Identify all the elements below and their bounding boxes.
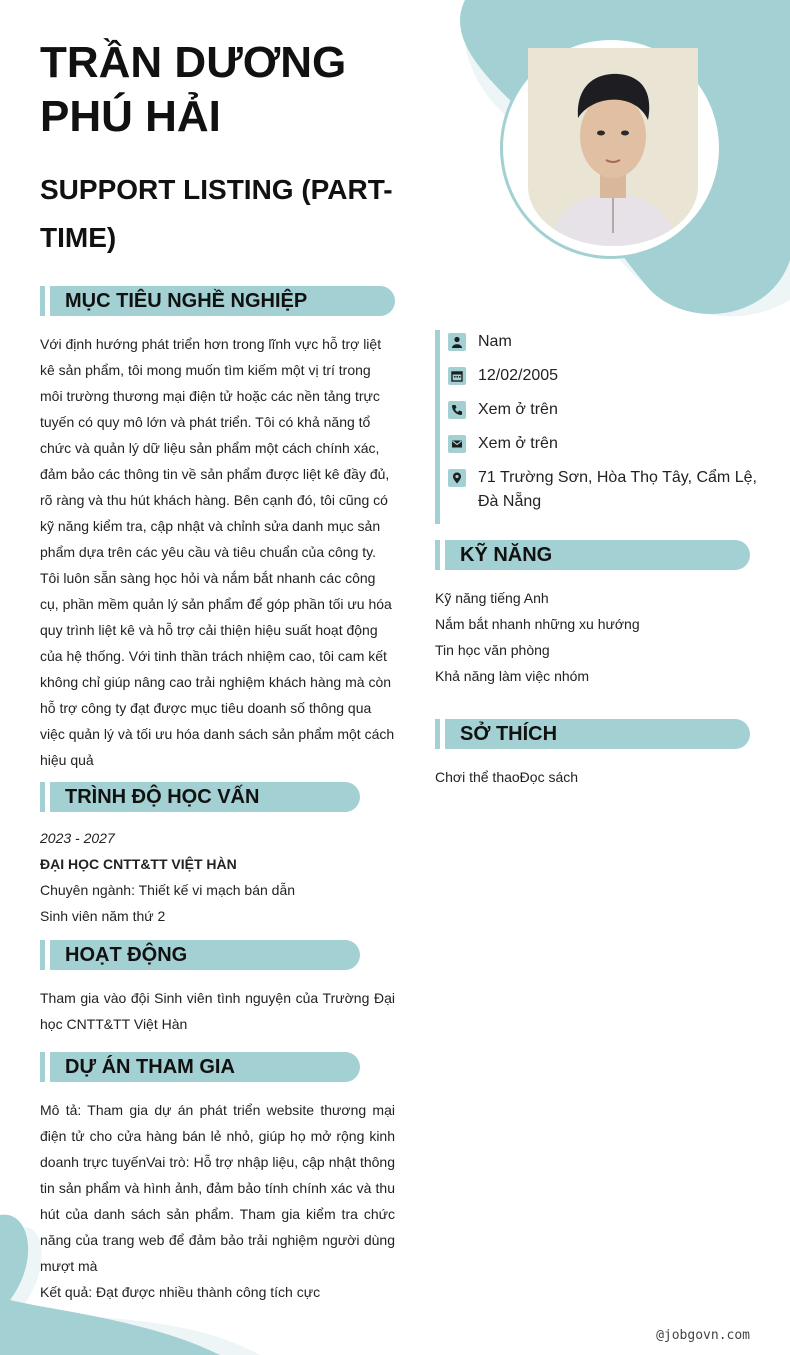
candidate-name: TRẦN DƯƠNG PHÚ HẢI [40, 38, 347, 141]
section-projects-title: DỰ ÁN THAM GIA [65, 1056, 235, 1078]
section-hobbies-title: SỞ THÍCH [460, 723, 558, 745]
avatar [528, 48, 698, 246]
education-period: 2023 - 2027 [40, 830, 115, 846]
contact-email [440, 432, 760, 456]
contact-address-value: 71 Trường Sơn, Hòa Thọ Tây, Cẩm Lệ, Đà Nẵng [478, 469, 757, 510]
calendar-icon [448, 367, 466, 385]
contact-phone [440, 398, 760, 422]
contact-gender [440, 330, 760, 354]
contact-address [440, 466, 760, 514]
skills-list [435, 585, 755, 689]
contact-birthday-value: 12/02/2005 [478, 367, 559, 384]
section-education-title: TRÌNH ĐỘ HỌC VẤN [65, 786, 260, 808]
skill-item: Tin học văn phòng [435, 642, 550, 658]
skill-item: Khả năng làm việc nhóm [435, 668, 590, 684]
contact-info [435, 330, 760, 524]
contact-birthday [440, 364, 760, 388]
contact-gender-value: Nam [478, 333, 512, 350]
objective-text: Với định hướng phát triển hơn trong lĩnh vực hỗ trợ liệt kê sản phẩm, tôi mong muốn tìm kiếm một vị trí trong môi trường thương mại điện tử hoặc các nền tảng trực tuyến có quy mô lớn và phát triển. Tôi có khả năng tổ chức và quản lý dữ liệu sản phẩm một cách chính xác, đảm bảo các thông tin về sản phẩm được liệt kê đầy đủ, rõ ràng và thu hút khách hàng. Bên cạnh đó, tôi cũng có kỹ năng kiểm tra, cập nhật và chỉnh sửa danh mục sản phẩm dựa trên các yêu cầu và tiêu chuẩn của công ty. Tôi luôn sẵn sàng học hỏi và nắm bắt nhanh các công cụ, phần mềm quản lý sản phẩm để góp phần tối ưu hóa quy trình liệt kê và hỗ trợ cải thiện hiệu suất hoạt động của hệ thống. Với tinh thần trách nhiệm cao, tôi cam kết không chỉ giúp nâng cao trải nghiệm khách hàng mà còn hỗ trợ công ty đạt được mục tiêu doanh số thông qua việc quản lý và tối ưu hóa danh sách sản phẩm một cách hiệu quả [40, 336, 395, 768]
section-hobbies [445, 719, 750, 749]
projects-result: Kết quả: Đạt được nhiều thành công tích cực [40, 1284, 321, 1300]
skill-item: Nắm bắt nhanh những xu hướng [435, 616, 640, 632]
projects-block [40, 1097, 395, 1305]
phone-icon [448, 401, 466, 419]
mail-icon [448, 435, 466, 453]
activities-text: Tham gia vào đội Sinh viên tình nguyện của Trường Đại học CNTT&TT Việt Hàn [40, 990, 395, 1032]
section-objective-title: MỤC TIÊU NGHỀ NGHIỆP [65, 290, 308, 312]
skill-item: Kỹ năng tiếng Anh [435, 590, 549, 606]
projects-text: Mô tả: Tham gia dự án phát triển website thương mại điện tử cho cửa hàng bán lẻ nhỏ, giúp họ mở rộng kinh doanh trực tuyếnVai trò: Hỗ trợ nhập liệu, cập nhật thông tin sản phẩm và hình ảnh, đảm bảo tính chính xác và thu hút của danh sách sản phẩm. Tham gia kiểm tra chức năng của trang web để đảm bảo trải nghiệm người dùng mượt mà [40, 1102, 395, 1274]
section-objective [50, 286, 395, 316]
section-activities-title: HOẠT ĐỘNG [65, 944, 188, 966]
education-block [40, 825, 395, 929]
contact-phone-value: Xem ở trên [478, 401, 558, 418]
section-skills [445, 540, 750, 570]
hobbies-text: Chơi thể thaoĐọc sách [435, 769, 579, 785]
education-school: ĐẠI HỌC CNTT&TT VIỆT HÀN [40, 856, 237, 872]
section-activities [50, 940, 360, 970]
education-year: Sinh viên năm thứ 2 [40, 908, 166, 924]
watermark: @jobgovn.com [656, 1328, 750, 1343]
contact-email-value: Xem ở trên [478, 435, 558, 452]
education-major: Chuyên ngành: Thiết kế vi mạch bán dẫn [40, 882, 296, 898]
location-icon [448, 469, 466, 487]
job-title: SUPPORT LISTING (PART-TIME) [40, 174, 393, 253]
section-skills-title: KỸ NĂNG [460, 544, 553, 566]
person-icon [448, 333, 466, 351]
section-education [50, 782, 360, 812]
section-projects [50, 1052, 360, 1082]
